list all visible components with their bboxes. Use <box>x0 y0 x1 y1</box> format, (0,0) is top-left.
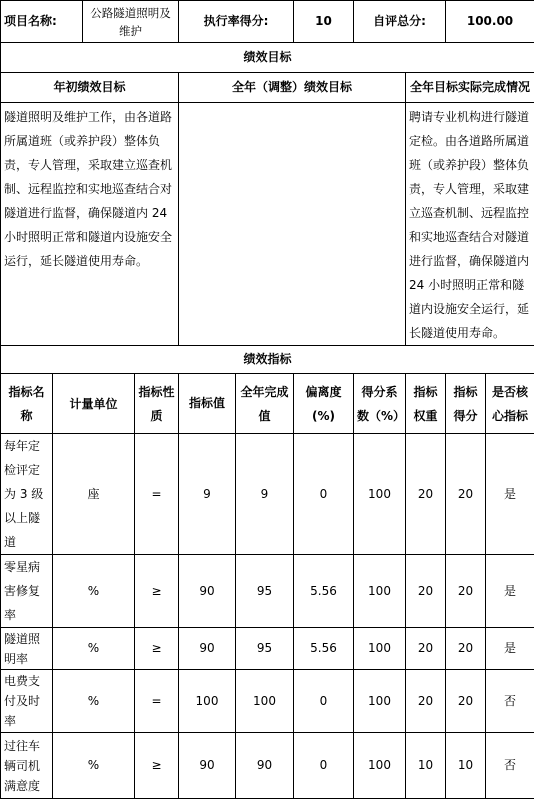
indicator-nature: = <box>135 670 179 733</box>
initial-goal-text: 隧道照明及维护工作，由各道路所属道班（或养护段）整体负责，专人管理，采取建立巡查机制、远程监控和实地巡查结合对隧道进行监督，确保隧道内 24 小时照明正常和隧道内设施安全运行，延长隧道使用寿命。 <box>1 103 179 346</box>
indicator-name: 零星病害修复率 <box>1 555 53 628</box>
indicator-deviation: 5.56 <box>294 628 354 670</box>
indicators-section-title: 绩效指标 <box>1 346 534 374</box>
indicator-target: 100 <box>179 670 236 733</box>
table-row <box>1 733 534 799</box>
indicator-unit: % <box>53 555 135 628</box>
exec-rate-label: 执行率得分: <box>179 1 294 43</box>
table-row <box>1 555 534 628</box>
indicator-coefficient: 100 <box>354 434 406 555</box>
indicator-completed: 100 <box>236 670 294 733</box>
indicator-score: 20 <box>446 555 486 628</box>
indicator-nature: = <box>135 434 179 555</box>
indicator-deviation: 5.56 <box>294 555 354 628</box>
indicator-weight: 10 <box>406 733 446 799</box>
indicator-deviation: 0 <box>294 670 354 733</box>
indicator-score: 20 <box>446 670 486 733</box>
table-row <box>1 628 534 670</box>
goals-section-title: 绩效目标 <box>1 43 534 73</box>
indicator-weight: 20 <box>406 670 446 733</box>
table-row <box>1 670 534 733</box>
indicator-coefficient: 100 <box>354 555 406 628</box>
indicator-deviation: 0 <box>294 733 354 799</box>
col-header-weight: 指标权重 <box>406 374 446 434</box>
indicator-coefficient: 100 <box>354 733 406 799</box>
indicator-weight: 20 <box>406 555 446 628</box>
indicator-score: 20 <box>446 434 486 555</box>
indicator-unit: % <box>53 628 135 670</box>
col-header-deviation: 偏离度(%) <box>294 374 354 434</box>
indicator-target: 90 <box>179 628 236 670</box>
indicator-name: 过往车辆司机满意度 <box>1 733 53 799</box>
indicator-score: 20 <box>446 628 486 670</box>
indicator-coefficient: 100 <box>354 628 406 670</box>
col-header-core: 是否核心指标 <box>486 374 534 434</box>
project-name-value: 公路隧道照明及维护 <box>83 1 179 43</box>
indicator-core: 是 <box>486 628 534 670</box>
indicator-completed: 9 <box>236 434 294 555</box>
col-header-nature: 指标性质 <box>135 374 179 434</box>
self-score-value: 100.00 <box>446 1 534 43</box>
indicator-core: 是 <box>486 555 534 628</box>
indicator-core: 是 <box>486 434 534 555</box>
col-header-score: 指标得分 <box>446 374 486 434</box>
indicator-target: 90 <box>179 733 236 799</box>
indicator-completed: 95 <box>236 555 294 628</box>
adjusted-goal-header: 全年（调整）绩效目标 <box>179 73 406 103</box>
col-header-completed: 全年完成值 <box>236 374 294 434</box>
col-header-target: 指标值 <box>179 374 236 434</box>
indicator-nature: ≥ <box>135 733 179 799</box>
col-header-name: 指标名称 <box>1 374 53 434</box>
indicator-target: 90 <box>179 555 236 628</box>
indicator-nature: ≥ <box>135 628 179 670</box>
initial-goal-header: 年初绩效目标 <box>1 73 179 103</box>
indicator-name: 电费支付及时率 <box>1 670 53 733</box>
col-header-unit: 计量单位 <box>53 374 135 434</box>
indicator-core: 否 <box>486 733 534 799</box>
indicator-completed: 95 <box>236 628 294 670</box>
self-score-label: 自评总分: <box>354 1 446 43</box>
indicator-deviation: 0 <box>294 434 354 555</box>
adjusted-goal-text <box>179 103 406 346</box>
indicator-target: 9 <box>179 434 236 555</box>
indicator-coefficient: 100 <box>354 670 406 733</box>
indicator-completed: 90 <box>236 733 294 799</box>
indicator-unit: 座 <box>53 434 135 555</box>
col-header-coefficient: 得分系数（%） <box>354 374 406 434</box>
indicator-weight: 20 <box>406 434 446 555</box>
actual-goal-text: 聘请专业机构进行隧道定检。由各道路所属道班（或养护段）整体负责，专人管理，采取建立巡查机制、远程监控和实地巡查结合对隧道进行监督，确保隧道内 24 小时照明正常和隧道内设施安全运行，延长隧道使用寿命。 <box>406 103 534 346</box>
indicator-unit: % <box>53 733 135 799</box>
indicator-name: 隧道照明率 <box>1 628 53 670</box>
exec-rate-value: 10 <box>294 1 354 43</box>
indicator-weight: 20 <box>406 628 446 670</box>
actual-goal-header: 全年目标实际完成情况 <box>406 73 534 103</box>
indicator-score: 10 <box>446 733 486 799</box>
table-row <box>1 434 534 555</box>
indicator-name: 每年定检评定为 3 级以上隧道 <box>1 434 53 555</box>
indicator-nature: ≥ <box>135 555 179 628</box>
project-name-label: 项目名称: <box>1 1 83 43</box>
indicator-unit: % <box>53 670 135 733</box>
indicator-core: 否 <box>486 670 534 733</box>
